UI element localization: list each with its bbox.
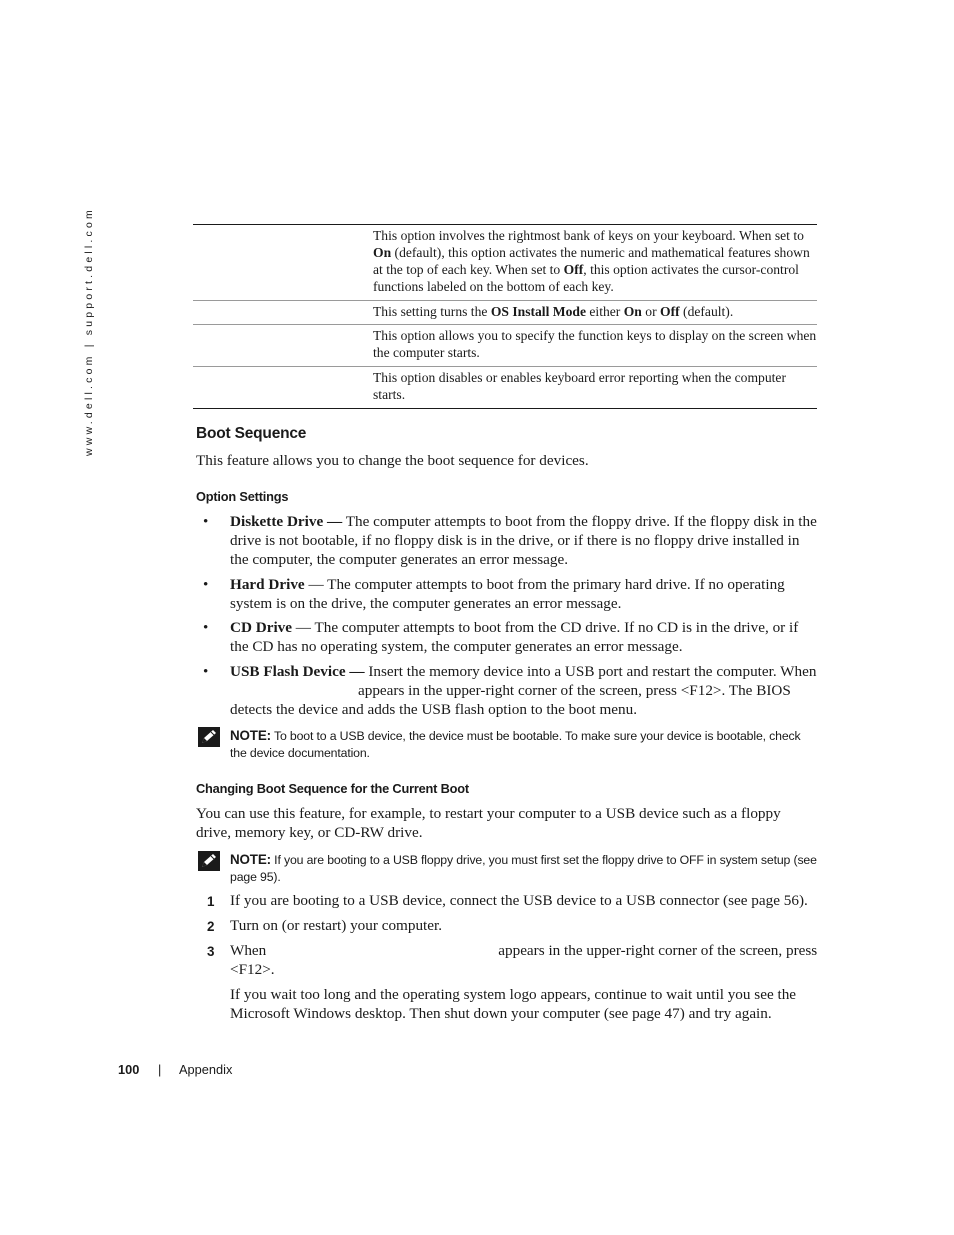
step-followup: If you wait too long and the operating system logo appears, continue to wait until you see the Microsoft Windows desktop. Then shut down your computer (see page 47) and try again. (230, 986, 797, 1022)
table-row (193, 367, 817, 409)
step-text: If you are booting to a USB device, connect the USB device to a USB connector (see page 56). (230, 892, 808, 909)
bold-run: On (623, 304, 642, 319)
option-description-cell (373, 301, 817, 325)
bullet-term: Hard Drive (230, 576, 305, 593)
footer-separator: | (158, 1062, 162, 1077)
bullet-dot: • (203, 619, 209, 636)
note-text (230, 851, 820, 886)
table-row (193, 325, 817, 367)
bullet-dot: • (203, 513, 209, 530)
note-label: NOTE: (230, 852, 271, 867)
option-description-cell: This option disables or enables keyboard error reporting when the computer starts. (373, 367, 817, 409)
bullet-term: CD Drive (230, 619, 292, 636)
text-run: or (641, 304, 660, 319)
option-name-cell (193, 301, 373, 325)
option-name-cell (193, 367, 373, 409)
boot-sequence-intro: This feature allows you to change the boot sequence for devices. (196, 452, 589, 469)
page-footer (118, 1062, 233, 1077)
option-name-cell (193, 325, 373, 367)
text-run: This option involves the rightmost bank of keys on your keyboard. When set to (373, 228, 804, 243)
bold-run: OS Install Mode (490, 304, 586, 319)
bullet-text: Insert the memory device into a USB port and restart the computer. When (364, 663, 817, 680)
note-text (230, 727, 820, 762)
footer-section: Appendix (179, 1062, 233, 1077)
bullet-dot: • (203, 663, 209, 680)
note-pencil-icon (198, 851, 220, 871)
step-number: 3 (207, 944, 215, 959)
step-number: 2 (207, 919, 215, 934)
bold-run: Off (563, 262, 584, 277)
table-row (193, 301, 817, 325)
note-pencil-icon (198, 727, 220, 747)
text-run: , this option activates the cursor-control functions labeled on the bottom of each key. (373, 262, 799, 294)
table-row (193, 225, 817, 301)
note-label: NOTE: (230, 728, 271, 743)
bullet-text: — The computer attempts to boot from the CD drive. If no CD is in the drive, or if the CD has no operating system, the computer generates an error message. (230, 619, 799, 655)
text-run: (default). (679, 304, 734, 319)
changing-boot-intro: You can use this feature, for example, to restart your computer to a USB device such as a floppy drive, memory key, or CD-RW drive. (196, 805, 781, 841)
bold-run: Off (660, 304, 680, 319)
option-description-cell (373, 225, 817, 301)
bullet-text: The computer attempts to boot from the floppy drive. If the floppy disk in the drive is not bootable, if no floppy disk is in the drive, or if there is no floppy drive installed in the computer, the computer generates an error message. (230, 513, 817, 568)
changing-boot-heading: Changing Boot Sequence for the Current Boot (196, 781, 469, 796)
text-run: either (585, 304, 624, 319)
note-body: If you are booting to a USB floppy drive, you must first set the floppy drive to OFF in system setup (see page 95). (230, 853, 817, 884)
bullet-text: — The computer attempts to boot from the primary hard drive. If no operating system is on the drive, the computer generates an error message. (230, 576, 785, 612)
bullet-dot: • (203, 576, 209, 593)
sidebar-url: www.dell.com | support.dell.com (83, 207, 95, 456)
option-name-cell (193, 225, 373, 301)
note-body: To boot to a USB device, the device must be bootable. To make sure your device is bootable, check the device documentation. (230, 729, 801, 760)
option-description-cell: This option allows you to specify the function keys to display on the screen when the computer starts. (373, 325, 817, 367)
bullet-text: appears in the upper-right corner of the screen, press <F12>. The BIOS detects the device and adds the USB flash option to the boot menu. (230, 682, 791, 718)
bold-run: On (373, 245, 392, 260)
option-settings-heading: Option Settings (196, 489, 289, 504)
boot-sequence-heading: Boot Sequence (196, 425, 307, 442)
options-table (193, 224, 817, 409)
text-run: This setting turns the (373, 304, 491, 319)
step-text: Turn on (or restart) your computer. (230, 917, 443, 934)
step-number: 1 (207, 894, 215, 909)
page-number: 100 (118, 1062, 140, 1077)
step-text: When (230, 942, 267, 959)
bullet-term: USB Flash Device — (230, 663, 365, 680)
step-text: appears in the upper-right corner of the screen, press <F12>. (230, 942, 818, 978)
text-run: (default), this option activates the numeric and mathematical features shown at the top of each key. When set to (373, 245, 810, 277)
bullet-term: Diskette Drive — (230, 513, 343, 530)
